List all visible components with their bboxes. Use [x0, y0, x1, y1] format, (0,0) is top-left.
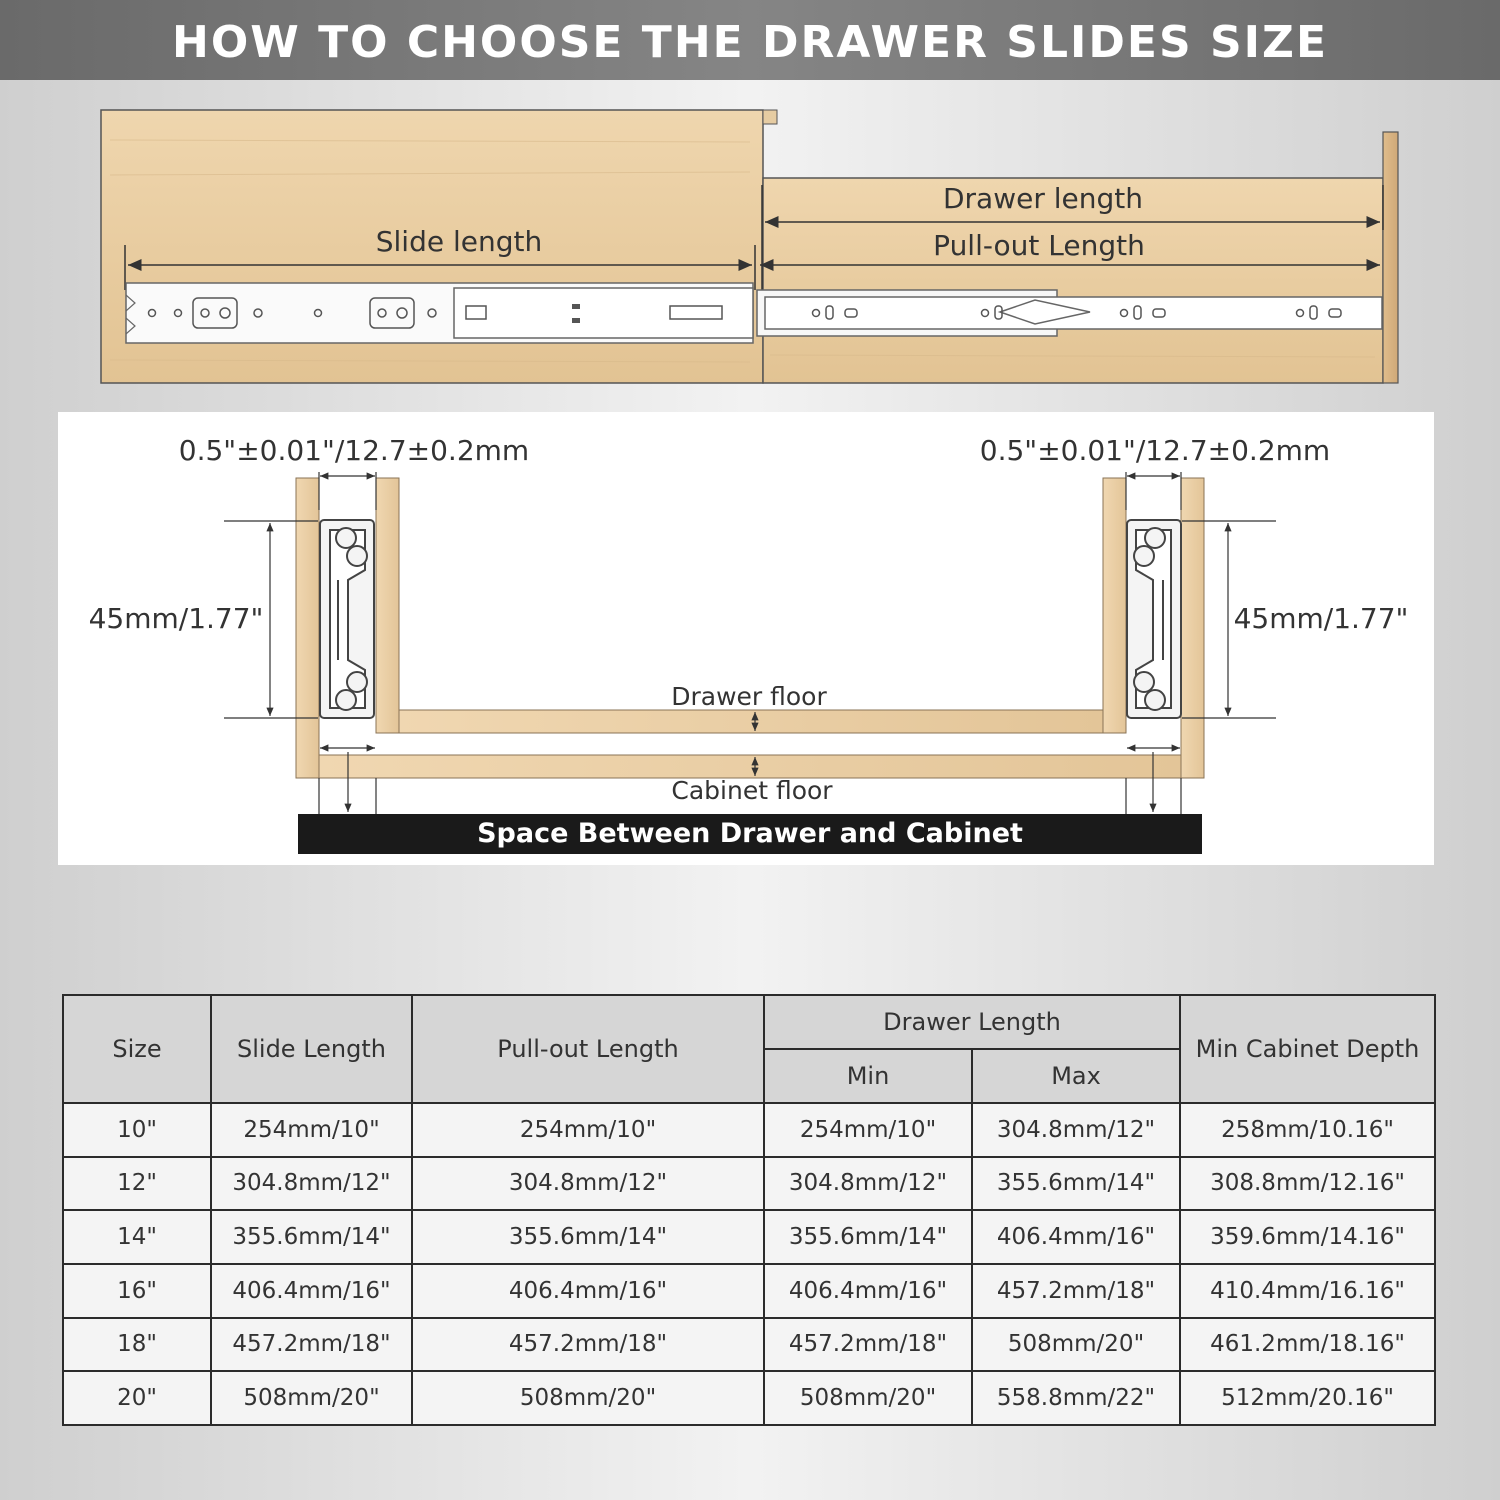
- cell-min: 508mm/20": [764, 1371, 972, 1425]
- cell-pullout: 457.2mm/18": [412, 1318, 764, 1372]
- cell-depth: 359.6mm/14.16": [1180, 1210, 1435, 1264]
- cabinet-left-wall: [296, 478, 319, 778]
- slide-rail-extended: [757, 290, 1382, 336]
- cell-depth: 512mm/20.16": [1180, 1371, 1435, 1425]
- cell-size: 20": [63, 1371, 211, 1425]
- table-row: [63, 1264, 1435, 1318]
- header-min: Min: [764, 1049, 972, 1103]
- height-right-label: 45mm/1.77": [1233, 602, 1409, 635]
- slide-length-label: Slide length: [375, 225, 543, 258]
- table-row: [63, 1371, 1435, 1425]
- cell-size: 10": [63, 1103, 211, 1157]
- cell-slide: 457.2mm/18": [211, 1318, 412, 1372]
- drawer-front: [1383, 132, 1398, 383]
- cabinet-floor-label: Cabinet floor: [671, 776, 833, 805]
- cell-min: 304.8mm/12": [764, 1157, 972, 1211]
- cell-max: 355.6mm/14": [972, 1157, 1180, 1211]
- cell-pullout: 406.4mm/16": [412, 1264, 764, 1318]
- cell-depth: 461.2mm/18.16": [1180, 1318, 1435, 1372]
- pullout-length-label: Pull-out Length: [933, 229, 1145, 262]
- cell-max: 457.2mm/18": [972, 1264, 1180, 1318]
- header-size: Size: [63, 995, 211, 1103]
- cell-max: 508mm/20": [972, 1318, 1180, 1372]
- cell-depth: 308.8mm/12.16": [1180, 1157, 1435, 1211]
- header-pullout-length: Pull-out Length: [412, 995, 764, 1103]
- header-drawer-length: Drawer Length: [764, 995, 1180, 1049]
- cell-size: 16": [63, 1264, 211, 1318]
- cell-slide: 254mm/10": [211, 1103, 412, 1157]
- slide-profile-right: [1127, 520, 1181, 718]
- drawer-right-side: [1103, 478, 1126, 733]
- cell-pullout: 508mm/20": [412, 1371, 764, 1425]
- cell-min: 254mm/10": [764, 1103, 972, 1157]
- header-slide-length: Slide Length: [211, 995, 412, 1103]
- table-row: [63, 1157, 1435, 1211]
- cell-depth: 410.4mm/16.16": [1180, 1264, 1435, 1318]
- cell-min: 406.4mm/16": [764, 1264, 972, 1318]
- cell-slide: 355.6mm/14": [211, 1210, 412, 1264]
- cell-min: 355.6mm/14": [764, 1210, 972, 1264]
- slide-rail-fixed: [126, 283, 753, 343]
- slide-profile-left: [320, 520, 374, 718]
- size-table: [62, 994, 1436, 1426]
- drawer-left-side: [376, 478, 399, 733]
- cell-max: 558.8mm/22": [972, 1371, 1180, 1425]
- cabinet-floor: [319, 755, 1181, 778]
- header-max: Max: [972, 1049, 1180, 1103]
- drawer-floor-label: Drawer floor: [671, 682, 827, 711]
- table-row: [63, 1103, 1435, 1157]
- cell-pullout: 304.8mm/12": [412, 1157, 764, 1211]
- cell-size: 14": [63, 1210, 211, 1264]
- cell-pullout: 355.6mm/14": [412, 1210, 764, 1264]
- cabinet-right-wall: [1181, 478, 1204, 778]
- cell-slide: 508mm/20": [211, 1371, 412, 1425]
- cell-size: 12": [63, 1157, 211, 1211]
- cell-min: 457.2mm/18": [764, 1318, 972, 1372]
- table-row: [63, 1210, 1435, 1264]
- cell-max: 304.8mm/12": [972, 1103, 1180, 1157]
- table-row: [63, 1318, 1435, 1372]
- drawer-floor: [399, 710, 1103, 733]
- cross-section-diagram: [58, 412, 1434, 865]
- gap-right-label: 0.5"±0.01"/12.7±0.2mm: [979, 434, 1331, 467]
- drawer-length-label: Drawer length: [942, 182, 1144, 215]
- header-min-cabinet-depth: Min Cabinet Depth: [1180, 995, 1435, 1103]
- drawer-extension-diagram: [0, 95, 1500, 395]
- cell-depth: 258mm/10.16": [1180, 1103, 1435, 1157]
- space-banner-text: Space Between Drawer and Cabinet: [477, 818, 1023, 849]
- cell-max: 406.4mm/16": [972, 1210, 1180, 1264]
- cell-slide: 406.4mm/16": [211, 1264, 412, 1318]
- cell-size: 18": [63, 1318, 211, 1372]
- page-title: HOW TO CHOOSE THE DRAWER SLIDES SIZE: [0, 0, 1500, 80]
- gap-left-label: 0.5"±0.01"/12.7±0.2mm: [178, 434, 530, 467]
- cell-pullout: 254mm/10": [412, 1103, 764, 1157]
- height-left-label: 45mm/1.77": [88, 602, 264, 635]
- cell-slide: 304.8mm/12": [211, 1157, 412, 1211]
